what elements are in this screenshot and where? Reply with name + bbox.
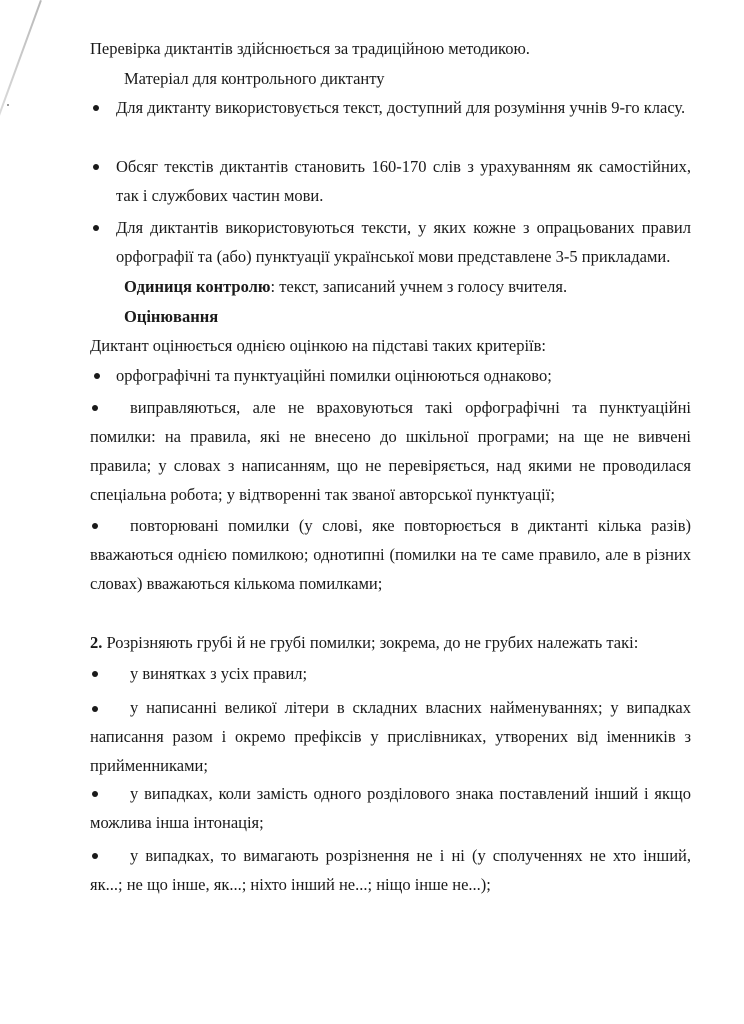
bullet-icon	[93, 105, 99, 111]
bullet-icon	[93, 164, 99, 170]
evaluation-intro: Диктант оцінюється однією оцінкою на підставі таких критеріїв:	[90, 336, 546, 355]
scan-artifact-line	[0, 0, 42, 151]
criterion-2: виправляються, але не враховуються такі орфографічні та пунктуаційні помилки: на правила, які не внесено до шкільної програми; на ще не вивчені правила; у словах з написанням, що не перевіряється, над якими не проводилася спеціальна робота; у відтворенні так званої авторської пунктуації;	[90, 398, 691, 504]
material-heading: Матеріал для контрольного диктанту	[124, 69, 385, 88]
criterion-3: повторювані помилки (у слові, яке повторюється в диктанті кілька разів) вважаються однією помилкою; однотипні (помилки на те саме правило, але в різних словах) вважаються кількома помилками;	[90, 516, 691, 593]
section-2-text: Розрізняють грубі й не грубі помилки; зокрема, до не грубих належать такі:	[102, 633, 639, 652]
scan-speck	[7, 104, 9, 106]
criterion-1: орфографічні та пунктуаційні помилки оцінюються однаково;	[116, 366, 552, 385]
section-2-number: 2.	[90, 633, 103, 652]
nongross-item-4: у випадках, то вимагають розрізнення не і ні (у сполученнях не хто інший, як...; не що інше, як...; ніхто інший не...; ніщо інше не...);	[90, 846, 691, 894]
unit-text: : текст, записаний учнем з голосу вчителя.	[270, 277, 568, 296]
bullet-text-3: Для диктантів використовуються тексти, у яких кожне з опрацьованих правил орфографії та (або) пунктуації української мови представлене 3-5 прикладами.	[116, 218, 691, 266]
intro-line: Перевірка диктантів здійснюється за традиційною методикою.	[90, 39, 530, 58]
bullet-text-1: Для диктанту використовується текст, доступний для розуміння учнів 9-го класу.	[116, 98, 686, 117]
nongross-item-3: у випадках, коли замість одного розділового знака поставлений інший і якщо можлива інша інтонація;	[90, 784, 691, 832]
unit-of-control	[124, 272, 684, 301]
section-2-intro	[90, 628, 690, 657]
nongross-item-2: у написанні великої літери в складних власних найменуваннях; у випадках написання разом і окремо префіксів у прислівниках, утворених від іменників з прийменниками;	[90, 698, 691, 775]
nongross-item-1: у винятках з усіх правил;	[130, 664, 308, 683]
bullet-icon	[92, 671, 98, 677]
unit-label: Одиниця контролю	[124, 277, 271, 296]
bullet-icon	[94, 373, 100, 379]
evaluation-heading: Оцінювання	[124, 307, 219, 326]
bullet-icon	[93, 225, 99, 231]
bullet-text-2: Обсяг текстів диктантів становить 160-170 слів з урахуванням як самостійних, так і службових частин мови.	[116, 157, 691, 205]
